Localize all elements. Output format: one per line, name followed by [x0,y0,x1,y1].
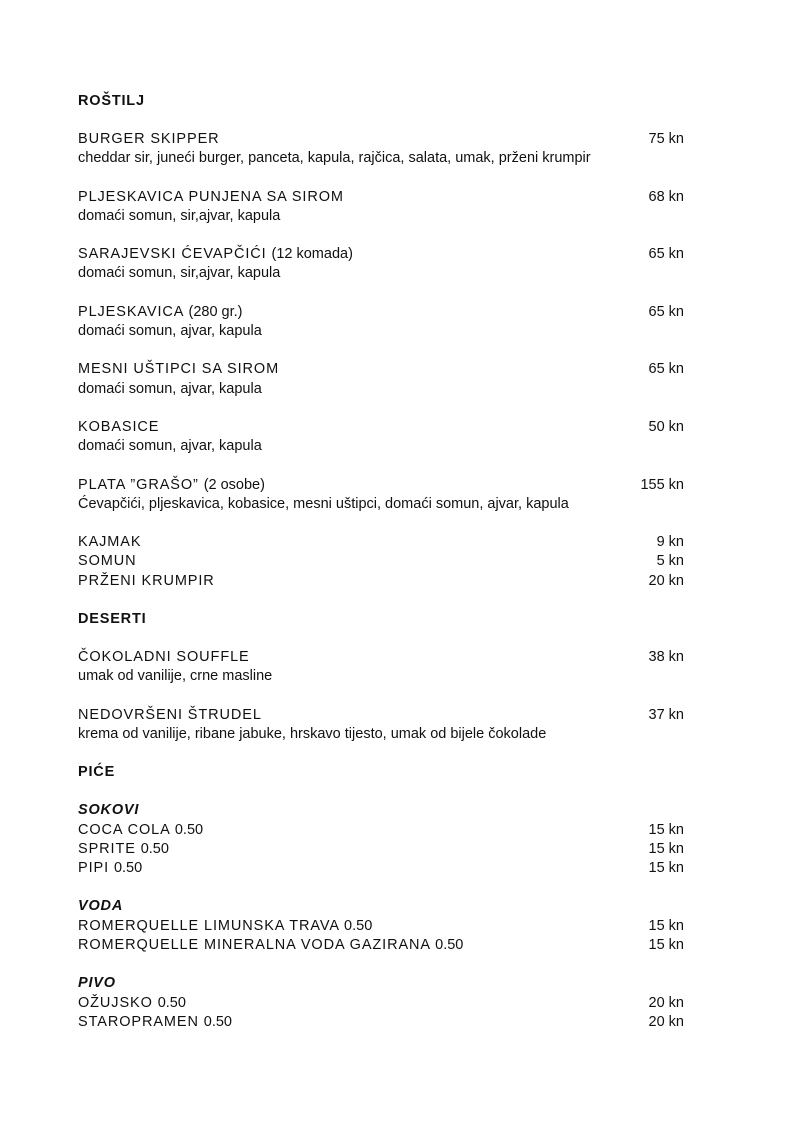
item-size: 0.50 [344,917,373,934]
item-name-wrap [78,1013,232,1032]
list-item [78,936,684,955]
item-name-note: (2 osobe) [203,476,265,493]
item-name-wrap [78,476,265,495]
section-title-desserts: DESERTI [78,611,147,628]
item-description: domaći somun, sir,ajvar, kapula [78,207,281,224]
item-description: domaći somun, ajvar, kapula [78,323,262,340]
section-title-grill: ROŠTILJ [78,93,145,109]
item-name: COCA COLA [78,821,170,838]
item-price: 15 kn [648,821,684,838]
item-price: 20 kn [648,1013,684,1030]
subsection-title-beer: PIVO [78,975,116,992]
list-item [78,859,684,878]
item-name-wrap [78,303,242,322]
item-name-note: (12 komada) [271,246,353,263]
item-name: PLJESKAVICA [78,303,184,320]
menu-page [78,92,684,1032]
item-name: PLATA ”GRAŠO” [78,476,199,493]
item-name: ROMERQUELLE MINERALNA VODA GAZIRANA [78,937,431,954]
item-description: domaći somun, ajvar, kapula [78,438,262,455]
item-description: domaći somun, ajvar, kapula [78,380,262,397]
item-name: PRŽENI KRUMPIR [78,572,215,589]
item-name: SPRITE [78,840,136,857]
item-price: 20 kn [648,572,684,589]
item-name-wrap [78,821,203,840]
menu-item-pljeskavica-punjena [78,188,684,227]
item-name: BURGER SKIPPER [78,131,220,147]
item-name: STAROPRAMEN [78,1013,199,1030]
item-price: 37 kn [648,706,684,723]
menu-item-nedovrseni-strudel [78,706,684,745]
item-size: 0.50 [140,840,169,857]
item-price: 5 kn [656,553,684,570]
item-price: 20 kn [648,994,684,1011]
item-size: 0.50 [174,821,204,838]
item-price: 75 kn [648,131,684,147]
menu-item-burger-skipper [78,130,684,169]
list-item [78,1013,684,1032]
menu-item-kobasice [78,418,684,457]
section-title-drinks: PIĆE [78,764,116,781]
item-price: 15 kn [648,860,684,877]
item-name-wrap [78,840,169,859]
item-name: KAJMAK [78,534,142,551]
item-description: domaći somun, sir,ajvar, kapula [78,265,281,282]
item-description: krema od vanilije, ribane jabuke, hrskavo tijesto, umak od bijele čokolade [78,725,547,742]
item-size: 0.50 [203,1013,232,1030]
list-item [78,840,684,859]
list-item [78,994,684,1013]
menu-item-cevapcici [78,245,684,284]
item-name: KOBASICE [78,418,160,435]
item-price: 65 kn [648,303,684,320]
item-name-note: (280 gr.) [188,303,243,320]
menu-item-plata-graso [78,476,684,515]
item-description: cheddar sir, juneći burger, panceta, kapula, rajčica, salata, umak, prženi krumpir [78,150,591,167]
item-price: 68 kn [648,188,684,205]
item-price: 38 kn [648,649,684,666]
item-price: 15 kn [648,937,684,954]
item-size: 0.50 [435,937,464,954]
list-item [78,552,684,571]
item-name: OŽUJSKO [78,994,153,1011]
list-item [78,533,684,552]
item-size: 0.50 [157,994,186,1011]
menu-item-mesni-ustipci [78,360,684,399]
list-item [78,917,684,936]
item-name-wrap [78,859,142,878]
list-item [78,572,684,591]
item-name-wrap [78,245,353,264]
item-description: Ćevapčići, pljeskavica, kobasice, mesni uštipci, domaći somun, ajvar, kapula [78,495,569,512]
item-price: 15 kn [648,917,684,934]
item-price: 15 kn [648,840,684,857]
subsection-title-water: VODA [78,898,124,915]
item-price: 9 kn [656,534,684,551]
item-name: ROMERQUELLE LIMUNSKA TRAVA [78,917,340,934]
item-size: 0.50 [113,860,143,877]
item-name: PIPI [78,860,109,877]
item-name: SOMUN [78,553,137,570]
menu-item-cokoladni-souffle [78,648,684,687]
item-name: NEDOVRŠENI ŠTRUDEL [78,706,262,723]
item-name: PLJESKAVICA PUNJENA SA SIROM [78,188,344,205]
item-name-wrap [78,917,372,936]
item-name: MESNI UŠTIPCI SA SIROM [78,361,280,378]
item-description: umak od vanilije, crne masline [78,668,273,685]
item-price: 65 kn [648,246,684,263]
item-name-wrap [78,936,463,955]
item-name: SARAJEVSKI ĆEVAPČIĆI [78,246,267,263]
list-item [78,821,684,840]
menu-item-pljeskavica [78,303,684,342]
subsection-title-juices: SOKOVI [78,802,140,819]
item-price: 65 kn [648,361,684,378]
item-price: 155 kn [640,476,684,493]
extras-list [78,533,684,591]
item-price: 50 kn [648,418,684,435]
item-name-wrap [78,994,186,1013]
item-name: ČOKOLADNI SOUFFLE [78,649,250,666]
